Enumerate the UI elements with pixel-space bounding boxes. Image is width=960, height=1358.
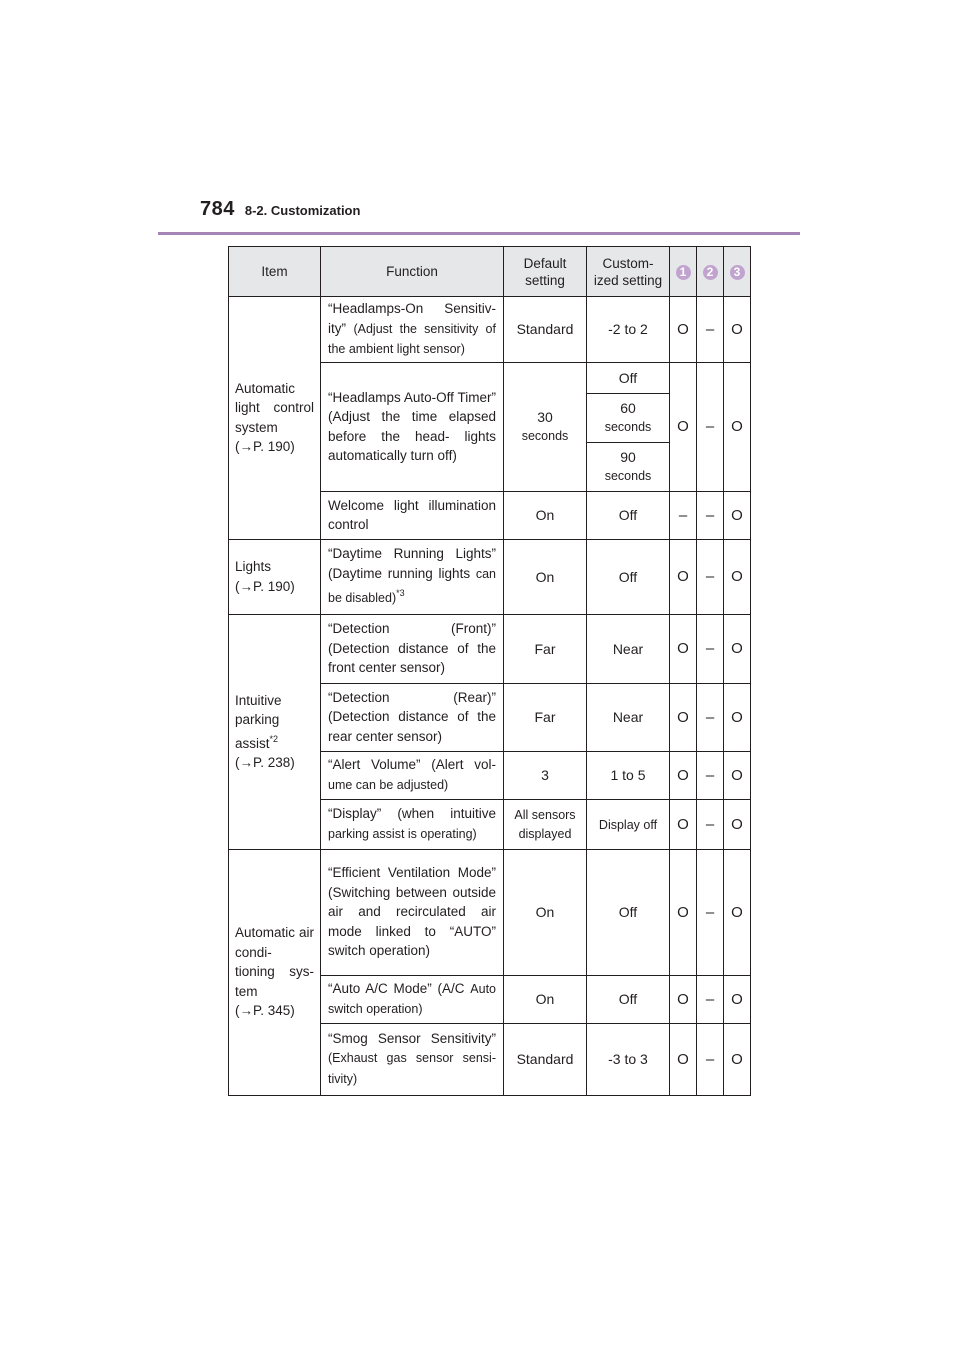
mark-cell: –	[697, 614, 724, 683]
mark-cell: –	[697, 1023, 724, 1095]
number-2-icon: 2	[703, 265, 718, 280]
custom-cell: Off	[587, 362, 670, 393]
mark-cell: –	[697, 849, 724, 975]
function-cell: “Daytime Running Lights” (Daytime running lights can be disabled)$^{*3}$	[321, 539, 504, 614]
default-cell: On	[504, 849, 587, 975]
function-cell: “Efficient Ventilation Mode” (Switching between outside air and recirculated air mode linked to “AUTO” switch operation)	[321, 849, 504, 975]
customization-table	[228, 246, 751, 1096]
mark-cell: O	[670, 683, 697, 751]
mark-cell: –	[697, 751, 724, 799]
default-cell: On	[504, 491, 587, 539]
mark-cell: O	[670, 362, 697, 491]
mark-cell: O	[724, 751, 751, 799]
table-row	[229, 297, 751, 363]
mark-cell: –	[697, 491, 724, 539]
col-mode-3	[724, 247, 751, 297]
mark-cell: –	[697, 539, 724, 614]
mark-cell: O	[724, 1023, 751, 1095]
custom-cell: Off	[587, 975, 670, 1023]
custom-cell: -2 to 2	[587, 297, 670, 363]
table-row	[229, 539, 751, 614]
function-cell: “Display” (when intuitive parking assist is operating)	[321, 799, 504, 849]
mark-cell: –	[697, 362, 724, 491]
mark-cell: O	[724, 491, 751, 539]
mark-cell: O	[724, 539, 751, 614]
mark-cell: O	[670, 1023, 697, 1095]
mark-cell: O	[670, 751, 697, 799]
function-cell: “Detection (Front)” (Detection distance of the front center sensor)	[321, 614, 504, 683]
item-lights: Lights (→P. 190)	[229, 539, 321, 614]
default-cell: All sensors displayed	[504, 799, 587, 849]
function-cell: “Smog Sensor Sensitivity” (Exhaust gas sensor sensi- tivity)	[321, 1023, 504, 1095]
default-cell: Far	[504, 683, 587, 751]
mark-cell: O	[670, 297, 697, 363]
custom-cell: Off	[587, 849, 670, 975]
mark-cell: O	[670, 975, 697, 1023]
custom-cell: 1 to 5	[587, 751, 670, 799]
item-air-conditioning: Automatic air condi- tioning sys- tem (→P. 345)	[229, 849, 321, 1095]
mark-cell: O	[670, 799, 697, 849]
custom-cell: 90 seconds	[587, 442, 670, 491]
mark-cell: O	[724, 975, 751, 1023]
default-cell: Standard	[504, 1023, 587, 1095]
mark-cell: O	[670, 849, 697, 975]
mark-cell: –	[697, 799, 724, 849]
page-number: 784	[200, 198, 235, 220]
mark-cell: O	[724, 362, 751, 491]
number-3-icon: 3	[730, 265, 745, 280]
page-header	[200, 198, 360, 221]
custom-cell: Display off	[587, 799, 670, 849]
mark-cell: O	[724, 799, 751, 849]
section-title: 8-2. Customization	[244, 203, 361, 218]
mark-cell: O	[724, 683, 751, 751]
default-cell: On	[504, 975, 587, 1023]
function-cell: “Alert Volume” (Alert vol- ume can be adjusted)	[321, 751, 504, 799]
custom-cell: Off	[587, 491, 670, 539]
mark-cell: O	[724, 614, 751, 683]
mark-cell: –	[670, 491, 697, 539]
mark-cell: –	[697, 297, 724, 363]
default-cell: Standard	[504, 297, 587, 363]
custom-cell: Near	[587, 614, 670, 683]
mark-cell: O	[724, 849, 751, 975]
col-mode-2	[697, 247, 724, 297]
col-custom: Custom- ized setting	[587, 247, 670, 297]
custom-cell: Near	[587, 683, 670, 751]
item-parking-assist: Intuitive parking assist$^{*2}$ (→P. 238)	[229, 614, 321, 849]
mark-cell: –	[697, 683, 724, 751]
default-cell: Far	[504, 614, 587, 683]
default-cell: 30 seconds	[504, 362, 587, 491]
custom-cell: 60 seconds	[587, 393, 670, 442]
custom-cell: Off	[587, 539, 670, 614]
default-cell: On	[504, 539, 587, 614]
table-header-row	[229, 247, 751, 297]
col-item: Item	[229, 247, 321, 297]
table-row	[229, 849, 751, 975]
function-cell: “Auto A/C Mode” (A/C Auto switch operation)	[321, 975, 504, 1023]
number-1-icon: 1	[676, 265, 691, 280]
mark-cell: O	[670, 539, 697, 614]
function-cell: “Detection (Rear)” (Detection distance of the rear center sensor)	[321, 683, 504, 751]
mark-cell: O	[724, 297, 751, 363]
function-cell: Welcome light illumination control	[321, 491, 504, 539]
mark-cell: O	[670, 614, 697, 683]
col-default: Default setting	[504, 247, 587, 297]
col-function: Function	[321, 247, 504, 297]
item-auto-light: Automatic light control system (→P. 190)	[229, 297, 321, 540]
custom-cell: -3 to 3	[587, 1023, 670, 1095]
table-row	[229, 614, 751, 683]
col-mode-1	[670, 247, 697, 297]
default-cell: 3	[504, 751, 587, 799]
function-cell: “Headlamps-On Sensitiv- ity” (Adjust the sensitivity of the ambient light sensor)	[321, 297, 504, 363]
mark-cell: –	[697, 975, 724, 1023]
header-rule	[158, 232, 800, 235]
function-cell: “Headlamps Auto-Off Timer” (Adjust the time elapsed before the head- lights automatically turn off)	[321, 362, 504, 491]
